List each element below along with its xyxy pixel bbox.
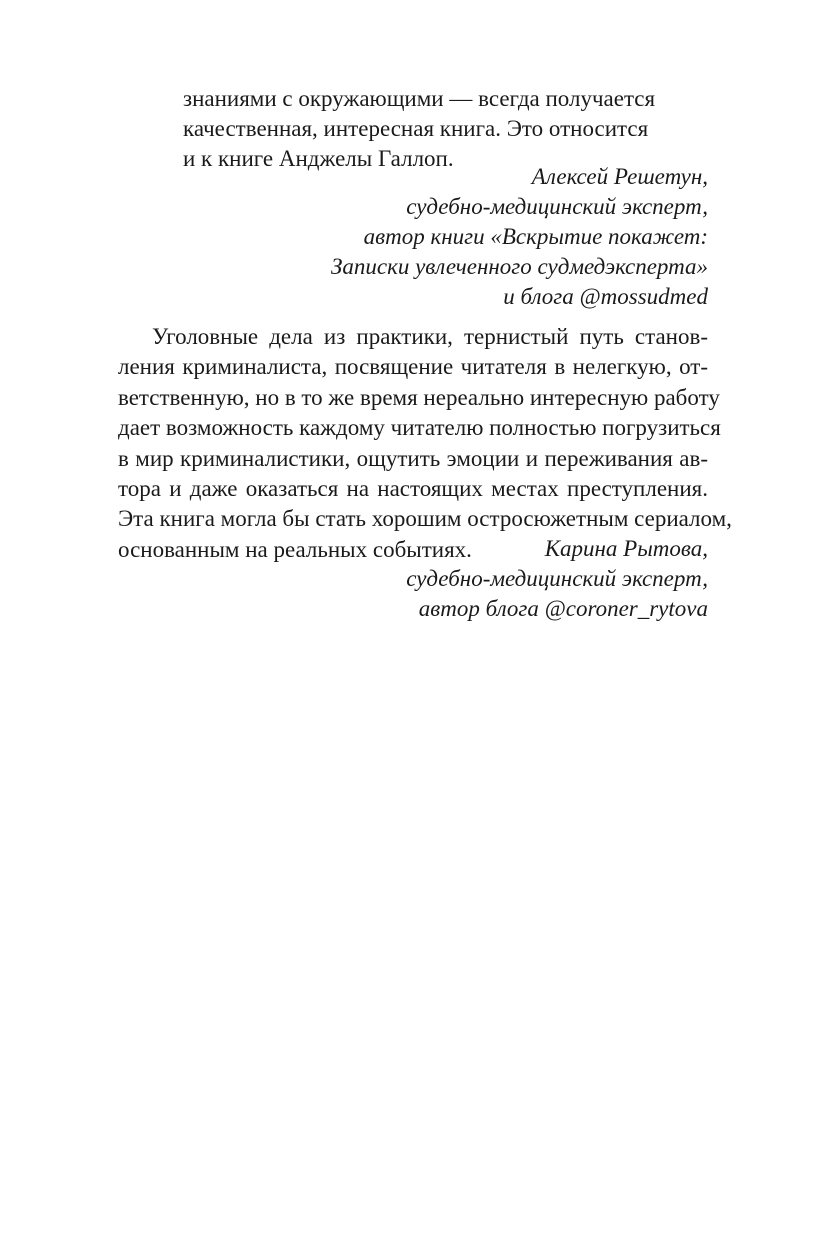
attribution-name: Карина Рытова,	[544, 536, 708, 561]
attribution-rytova	[406, 534, 708, 624]
text-line: Уголовные дела из практики, тернистый путь станов-	[152, 324, 708, 349]
text-line: знаниями с окружающими — всегда получается	[183, 86, 656, 111]
text-line: ветственную, но в то же время нереально интересную работу	[118, 384, 720, 410]
text-line: и к книге Анджелы Галлоп.	[183, 146, 454, 171]
attribution-role: судебно-медицинский эксперт,	[406, 566, 708, 591]
attribution-detail: автор блога @coroner_rytova	[418, 596, 708, 621]
attribution-detail: и блога @mossudmed	[503, 284, 708, 309]
text-line: Эта книга могла бы стать хорошим остросюжетным сериалом,	[118, 506, 732, 532]
attribution-reshetun	[331, 162, 708, 312]
text-line: тора и даже оказаться на настоящих местах преступления.	[118, 476, 708, 502]
quote-continuation	[183, 84, 663, 174]
attribution-role: судебно-медицинский эксперт,	[406, 194, 708, 219]
attribution-detail: Записки увлеченного судмедэксперта»	[330, 254, 708, 279]
text-line: дает возможность каждому читателю полностью погрузиться	[118, 415, 721, 441]
text-line: основанным на реальных событиях.	[118, 536, 472, 562]
review-paragraph	[118, 322, 732, 565]
text-line: ления криминалиста, посвящение читателя в нелегкую, от-	[118, 354, 708, 380]
attribution-name: Алексей Решетун,	[531, 164, 708, 189]
attribution-detail: автор книги «Вскрытие покажет:	[363, 224, 708, 249]
text-line: качественная, интересная книга. Это относится	[183, 116, 649, 141]
text-line: в мир криминалистики, ощутить эмоции и переживания ав-	[118, 445, 708, 471]
